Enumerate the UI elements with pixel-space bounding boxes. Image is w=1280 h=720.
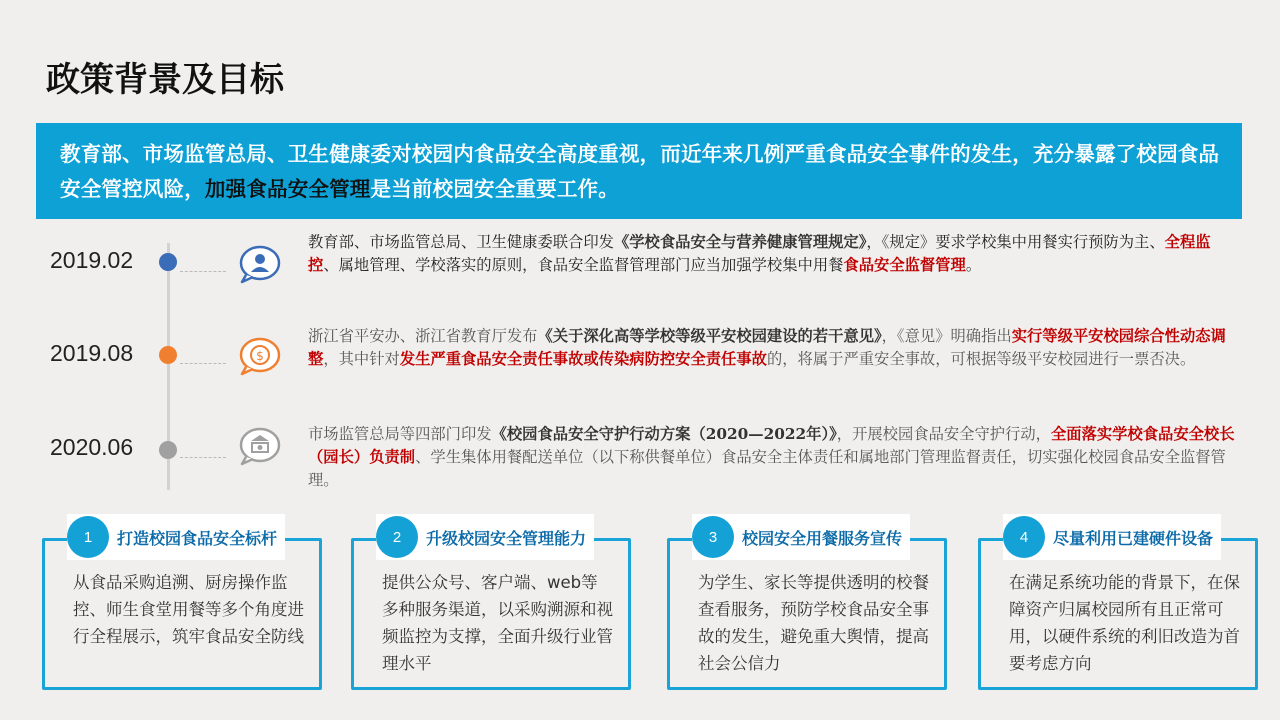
goal-card-header [692, 514, 910, 560]
event-text-segment: 的，将属于严重安全事故，可根据等级平安校园进行一票否决。 [766, 350, 1196, 368]
banner-text [60, 137, 1238, 207]
timeline-event-text [308, 423, 1240, 492]
key-phrase: 实行等级平安校园综合性动态调整 [308, 327, 1226, 368]
key-phrase: 全程监控 [308, 233, 1211, 274]
connector-line [180, 457, 226, 458]
banner-text-part1: 教育部、市场监管总局、卫生健康委对校园内食品安全高度重视，而近年来几例严重食品安全事件的发生，充分暴露了校园食品安全管控风险， [60, 142, 1220, 201]
document-title: 《学校食品安全与营养健康管理规定》 [613, 233, 867, 251]
connector-line [180, 271, 226, 272]
event-text-segment: 市场监管总局等四部门印发 [308, 425, 492, 443]
goal-number-badge: 2 [376, 516, 418, 558]
goal-card-body: 从食品采购追溯、厨房操作监控、师生食堂用餐等多个角度进行全程展示，筑牢食品安全防线 [73, 573, 304, 646]
goal-card-body: 提供公众号、客户端、web等多种服务渠道，以采购溯源和视频监控为支撑，全面升级行业管理水平 [382, 573, 613, 673]
goal-card-title: 升级校园安全管理能力 [426, 528, 587, 548]
event-text-segment: ，《意见》明确指出 [881, 327, 1012, 345]
goal-number-badge: 3 [692, 516, 734, 558]
event-text-segment: ，其中针对 [323, 350, 400, 368]
goal-card [42, 528, 322, 690]
document-title: 《关于深化高等学校等级平安校园建设的若干意见》 [537, 327, 882, 345]
event-text-segment: 浙江省平安办、浙江省教育厅发布 [308, 327, 538, 345]
event-text-segment: 、属地管理、学校落实的原则，食品安全监督管理部门应当加强学校集中用餐 [323, 256, 844, 274]
document-title: 《校园食品安全守护行动方案（2020—2022年）》 [491, 425, 837, 443]
svg-text:$: $ [256, 349, 264, 363]
goal-card [667, 528, 947, 690]
banner-highlight: 加强食品安全管理 [204, 177, 371, 201]
connector-line [180, 363, 226, 364]
money-cycle-icon [238, 336, 282, 376]
timeline-date: 2020.06 [50, 434, 134, 460]
goal-card-header [67, 514, 285, 560]
timeline-dot [159, 253, 177, 271]
goal-card [351, 528, 631, 690]
timeline-date: 2019.02 [50, 247, 134, 273]
goal-card-body: 为学生、家长等提供透明的校餐查看服务，预防学校食品安全事故的发生，避免重大舆情，提高社会公信力 [698, 573, 929, 673]
goal-number-badge: 4 [1003, 516, 1045, 558]
event-text-segment: ，开展校园食品安全守护行动， [836, 425, 1051, 443]
goal-card-body: 在满足系统功能的背景下，在保障资产归属校园所有且正常可用，以硬件系统的利旧改造为首要考虑方向 [1009, 573, 1240, 673]
page-title: 政策背景及目标 [46, 60, 284, 100]
goal-card [978, 528, 1258, 690]
user-service-icon [238, 244, 282, 284]
key-phrase: 发生严重食品安全责任事故或传染病防控安全责任事故 [399, 350, 767, 368]
event-text-segment: ，《规定》要求学校集中用餐实行预防为主、 [866, 233, 1165, 251]
goal-card-title: 校园安全用餐服务宣传 [742, 528, 903, 548]
goal-card-title: 打造校园食品安全标杆 [117, 528, 278, 548]
goal-card-header [376, 514, 594, 560]
timeline-date: 2019.08 [50, 340, 134, 366]
summary-banner [36, 123, 1242, 219]
timeline-event-text [308, 325, 1240, 371]
banner-text-part2: 是当前校园安全重要工作。 [370, 177, 619, 201]
event-text-segment: 教育部、市场监管总局、卫生健康委联合印发 [308, 233, 614, 251]
key-phrase: 食品安全监督管理 [843, 256, 966, 274]
timeline-dot [159, 346, 177, 364]
timeline-dot [159, 441, 177, 459]
goal-number-badge: 1 [67, 516, 109, 558]
key-phrase: 全面落实学校食品安全校长（园长）负责制 [308, 425, 1235, 466]
event-text-segment: 。 [965, 256, 982, 274]
bank-building-icon [238, 426, 282, 466]
goal-card-title: 尽量利用已建硬件设备 [1053, 528, 1214, 548]
event-text-segment: 、学生集体用餐配送单位（以下称供餐单位）食品安全主体责任和属地部门管理监督责任，切实强化校园食品安全监督管理。 [308, 448, 1226, 489]
goal-card-header [1003, 514, 1221, 560]
timeline-event-text [308, 231, 1240, 277]
